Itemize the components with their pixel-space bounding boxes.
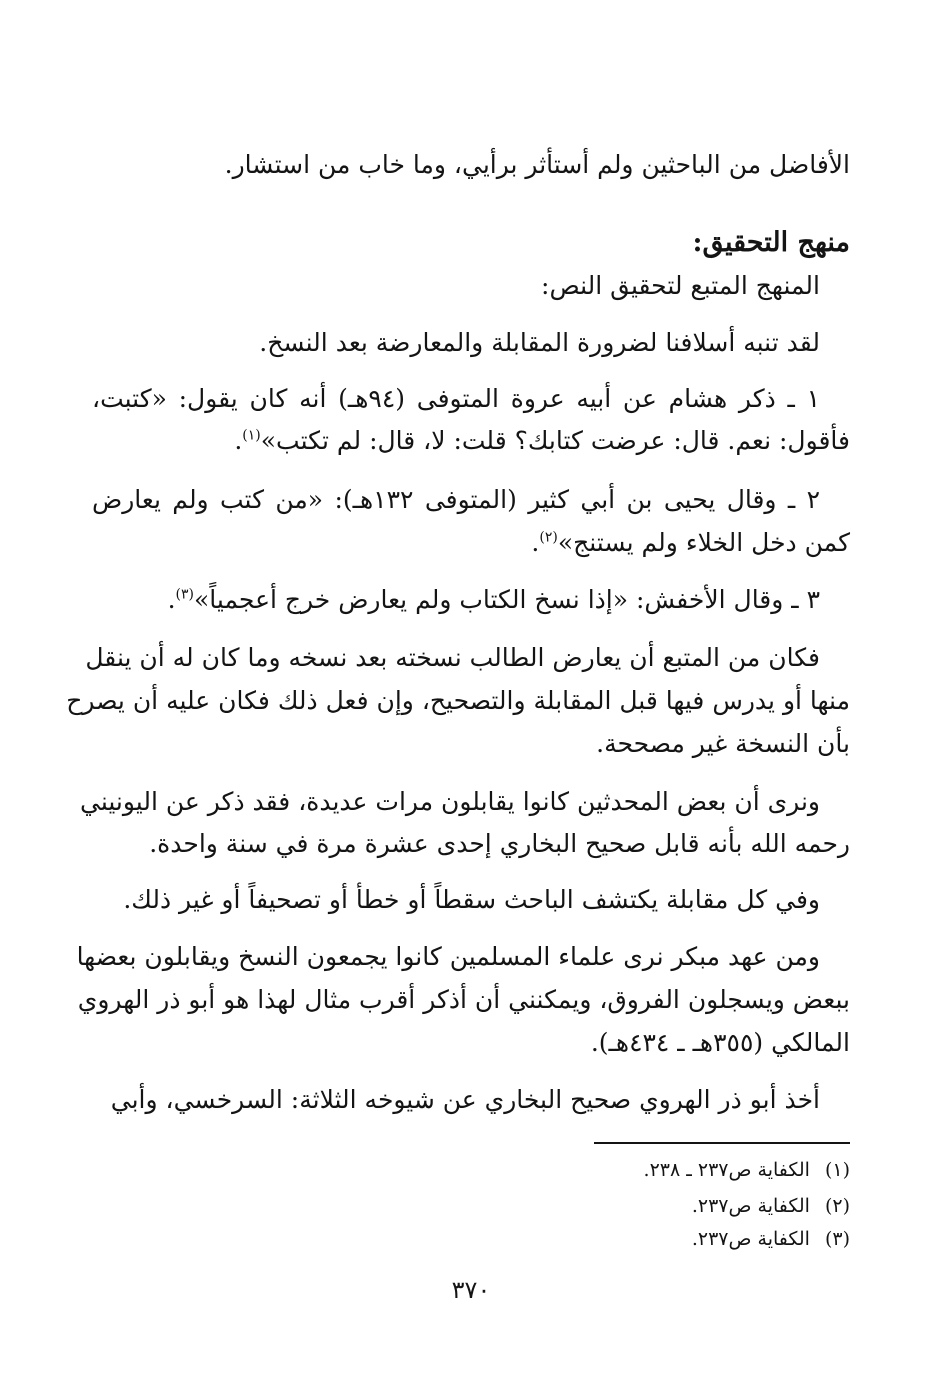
text-line: المالكي (٣٥٥هـ ـ ٤٣٤هـ).	[590, 1028, 850, 1057]
footnote-number: (٣)	[824, 1228, 850, 1250]
footnote-ref: (١)	[242, 427, 261, 444]
footnote-number: (١)	[824, 1159, 850, 1181]
text-span: ٣ ـ وقال الأخفش: «إذا نسخ الكتاب ولم يعارض خرج أعجمياً»	[194, 585, 820, 614]
text-line	[92, 582, 850, 618]
text-span: .	[167, 585, 176, 614]
text-line	[92, 525, 850, 561]
text-line: وفي كل مقابلة يكتشف الباحث سقطاً أو خطأ أو تصحيفاً أو غير ذلك.	[123, 885, 820, 914]
text-line	[92, 423, 850, 459]
footnote-text: الكفاية ص٢٣٧.	[691, 1228, 810, 1250]
text-span: .	[234, 426, 243, 455]
footnote-text: الكفاية ص٢٣٧ ـ ٢٣٨.	[643, 1159, 810, 1181]
footnote-ref: (٣)	[175, 586, 195, 603]
text-line: ٢ ـ وقال يحيى بن أبي كثير (المتوفى ١٣٢هـ): «من كتب ولم يعارض	[92, 485, 820, 514]
text-line: بأن النسخة غير مصححة.	[596, 729, 850, 758]
text-span: كمن دخل الخلاء ولم يستنج»	[557, 528, 850, 557]
text-line: ومن عهد مبكر نرى علماء المسلمين كانوا يجمعون النسخ ويقابلون بعضها	[76, 942, 820, 971]
text-line: ١ ـ ذكر هشام عن أبيه عروة المتوفى (٩٤هـ) أنه كان يقول: «كتبت،	[92, 384, 820, 413]
text-line: ببعض ويسجلون الفروق، ويمكنني أن أذكر أقرب مثال لهذا هو أبو ذر الهروي	[77, 985, 850, 1014]
text-span: .	[531, 528, 540, 557]
text-line: المنهج المتبع لتحقيق النص:	[541, 271, 820, 300]
footnote	[300, 1192, 850, 1220]
footnote-number: (٢)	[824, 1195, 850, 1217]
text-line: لقد تنبه أسلافنا لضرورة المقابلة والمعارضة بعد النسخ.	[259, 328, 820, 357]
text-line: ونرى أن بعض المحدثين كانوا يقابلون مرات عديدة، فقد ذكر عن اليونيني	[80, 787, 820, 816]
footnote	[300, 1156, 850, 1184]
text-line: الأفاضل من الباحثين ولم أستأثر برأيي، وما خاب من استشار.	[224, 150, 850, 179]
text-line: رحمه الله بأنه قابل صحيح البخاري إحدى عشرة مرة في سنة واحدة.	[149, 829, 850, 858]
text-line: أخذ أبو ذر الهروي صحيح البخاري عن شيوخه الثلاثة: السرخسي، وأبي	[110, 1085, 820, 1114]
footnote	[300, 1225, 850, 1253]
text-span: فأقول: نعم. قال: عرضت كتابك؟ قلت: لا، قال: لم تكتب»	[260, 426, 850, 455]
page-number: ٣٧٠	[451, 1276, 491, 1304]
footnote-divider	[594, 1142, 850, 1144]
section-heading: منهج التحقيق:	[692, 227, 850, 258]
text-line: منها أو يدرس فيها قبل المقابلة والتصحيح، وإن فعل ذلك فكان عليه أن يصرح	[66, 686, 850, 715]
footnote-text: الكفاية ص٢٣٧.	[691, 1195, 810, 1217]
text-line: فكان من المتبع أن يعارض الطالب نسخته بعد نسخه وما كان له أن ينقل	[85, 643, 820, 672]
footnote-ref: (٢)	[539, 529, 558, 546]
